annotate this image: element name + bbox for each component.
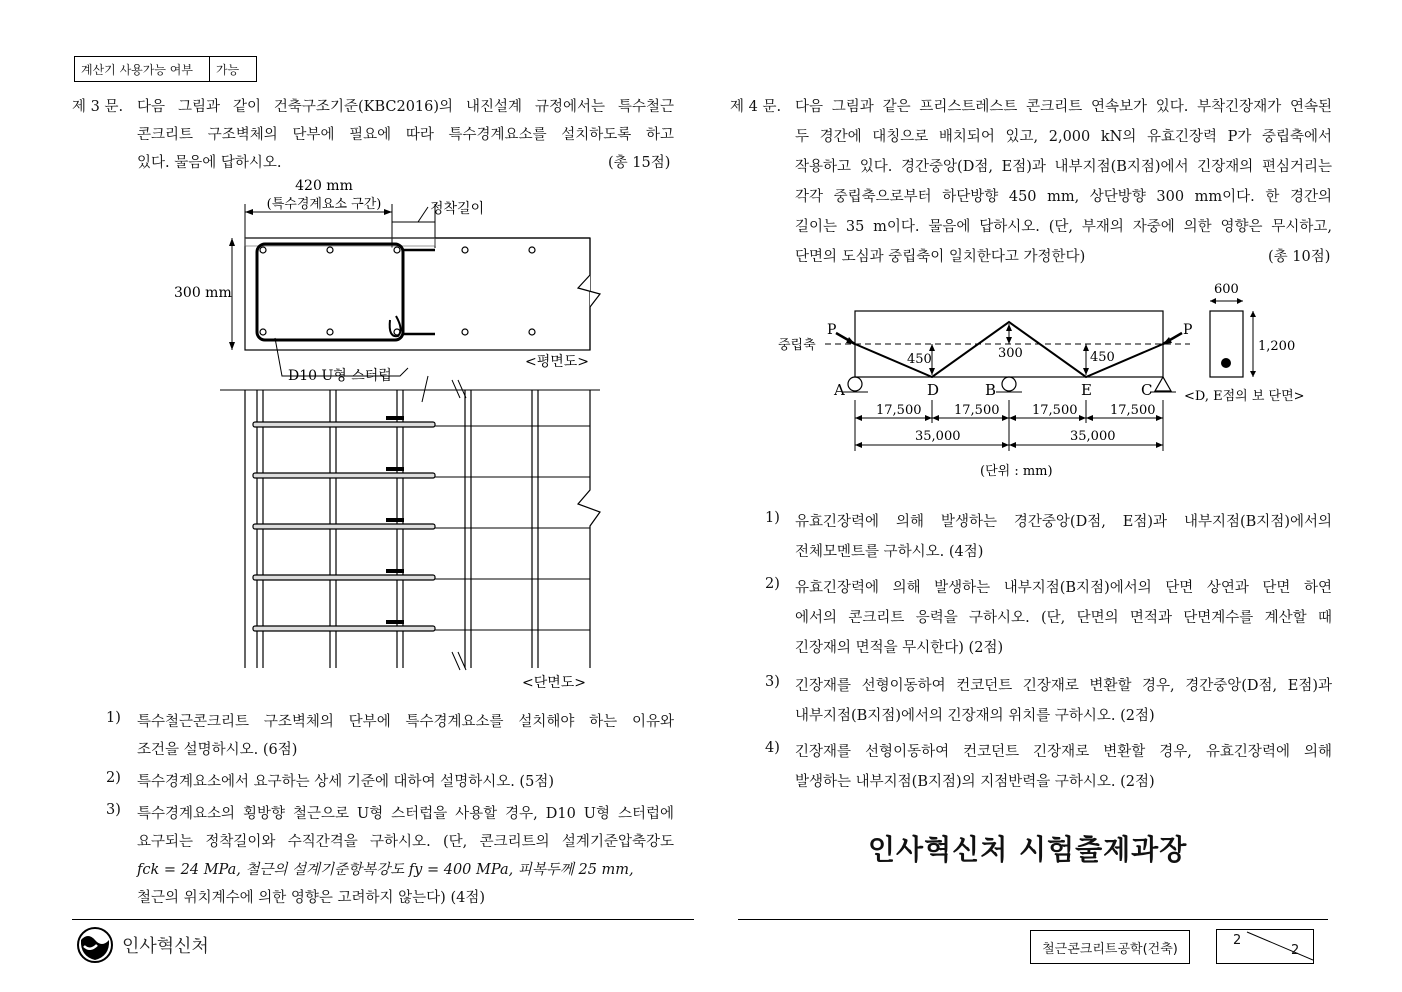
q4-item-4-line-2: 발생하는 내부지점(B지점)의 지점반력을 구하시오. (2점) <box>795 774 1155 790</box>
span-half-1: 17,500 <box>876 403 922 418</box>
q4-item-2-num: 2) <box>765 576 780 592</box>
calc-label: 계산기 사용가능 여부 <box>75 57 210 81</box>
neutral-axis-label: 중립축 <box>778 338 816 353</box>
unit-label: (단위 : mm) <box>980 464 1053 479</box>
q4-line-4: 각각 중립축으로부터 하단방향 450 mm, 상단방향 300 mm이다. 한 경간의 <box>795 189 1332 205</box>
q3-item-3-num: 3) <box>106 802 121 818</box>
e450-right: 450 <box>1090 350 1115 365</box>
exam-office-stamp: 인사혁신처 시험출제과장 <box>868 833 1188 866</box>
q4-item-4-line-1: 긴장재를 선형이동하여 컨코던트 긴장재로 변환할 경우, 유효긴장력에 의해 <box>795 744 1332 760</box>
q4-item-3-num: 3) <box>765 674 780 690</box>
e450-left: 450 <box>907 352 932 367</box>
q4-item-2-line-2: 에서의 콘크리트 응력을 구하시오. (단, 단면의 면적과 단면계수를 계산할 때 <box>795 610 1332 626</box>
span-full-1: 35,000 <box>915 429 961 444</box>
q4-line-5: 길이는 35 m이다. 물음에 답하시오. (단, 부재의 자중에 의한 영향은 무시하고, <box>795 219 1332 235</box>
q4-line-1: 다음 그림과 같은 프리스트레스트 콘크리트 연속보가 있다. 부착긴장재가 연속된 <box>795 99 1332 115</box>
dim-420-label: 420 mm <box>295 178 353 194</box>
page-number-box <box>1216 929 1314 964</box>
q3-line-1: 다음 그림과 같이 건축구조기준(KBC2016)의 내진설계 규정에서는 특수철근 <box>137 99 674 115</box>
q3-item-3-line-2: 요구되는 정착길이와 수직간격을 구하시오. (단, 콘크리트의 설계기준압축강도 <box>137 834 674 850</box>
page-current: 2 <box>1233 933 1242 948</box>
q4-line-6: 단면의 도심과 중립축이 일치한다고 가정한다) <box>795 249 1086 265</box>
q4-item-1-line-1: 유효긴장력에 의해 발생하는 경간중앙(D점, E점)과 내부지점(B지점)에서의 <box>795 514 1332 530</box>
subject-box <box>1030 930 1190 964</box>
q3-item-3-line-4: 철근의 위치계수에 의한 영향은 고려하지 않는다) (4점) <box>137 890 485 906</box>
logo-text: 인사혁신처 <box>122 936 209 957</box>
span-half-4: 17,500 <box>1110 403 1156 418</box>
footer-logo <box>76 926 209 964</box>
taegeuk-logo-icon <box>76 926 114 964</box>
q3-line-2: 콘크리트 구조벽체의 단부에 필요에 따라 특수경계요소를 설치하도록 하고 <box>137 127 674 143</box>
q3-line-3: 있다. 물음에 답하시오. <box>137 155 282 171</box>
q3-figure <box>160 170 610 695</box>
q4-item-1-line-2: 전체모멘트를 구하시오. (4점) <box>795 544 984 560</box>
q3-item-1-line-1: 특수철근콘크리트 구조벽체의 단부에 특수경계요소를 설치해야 하는 이유와 <box>137 714 674 730</box>
stirrup-label: D10 U형 스터럽 <box>288 368 392 384</box>
q3-item-2-line-1: 특수경계요소에서 요구하는 상세 기준에 대하여 설명하시오. (5점) <box>137 774 554 790</box>
section-height: 1,200 <box>1258 339 1296 354</box>
q4-item-2-line-1: 유효긴장력에 의해 발생하는 내부지점(B지점)에서의 단면 상연과 단면 하연 <box>795 580 1332 596</box>
calc-value: 가능 <box>216 62 240 77</box>
footer-rule-left <box>72 919 694 920</box>
q3-item-2-num: 2) <box>106 770 121 786</box>
span-half-2: 17,500 <box>954 403 1000 418</box>
section-caption: <단면도> <box>522 675 587 691</box>
e300: 300 <box>998 346 1023 361</box>
q3-points: (총 15점) <box>608 155 671 171</box>
q4-line-3: 작용하고 있다. 경간중앙(D점, E점)과 내부지점(B지점)에서 긴장재의 편심거리는 <box>795 159 1332 175</box>
q4-line-2: 두 경간에 대칭으로 배치되어 있고, 2,000 kN의 유효긴장력 P가 중립축에서 <box>795 129 1332 145</box>
plan-caption: <평면도> <box>525 354 590 370</box>
anchorage-label: 정착길이 <box>430 201 485 217</box>
zone-label: (특수경계요소 구간) <box>266 197 382 212</box>
q4-item-1-num: 1) <box>765 510 780 526</box>
q4-item-3-line-2: 내부지점(B지점)에서의 긴장재의 위치를 구하시오. (2점) <box>795 708 1155 724</box>
q3-item-3-line-3: fck = 24 MPa, 철근의 설계기준항복강도 fy = 400 MPa, 피복두께 25 mm, <box>137 862 634 878</box>
q4-points: (총 10점) <box>1268 249 1331 265</box>
point-c: C <box>1141 381 1153 399</box>
section-caption-q4: <D, E점의 보 단면> <box>1184 389 1305 404</box>
q4-item-2-line-3: 긴장재의 면적을 무시한다) (2점) <box>795 640 1004 656</box>
point-b: B <box>985 381 997 399</box>
q4-figure <box>770 275 1340 490</box>
q4-item-3-line-1: 긴장재를 선형이동하여 컨코던트 긴장재로 변환할 경우, 경간중앙(D점, E점)과 <box>795 678 1332 694</box>
span-half-3: 17,500 <box>1032 403 1078 418</box>
q4-number: 제 4 문. <box>730 99 782 115</box>
q3-item-1-num: 1) <box>106 710 121 726</box>
p-left: P <box>827 322 837 338</box>
subject-label: 철근콘크리트공학(건축) <box>1042 941 1178 957</box>
calculator-usage-box <box>74 56 257 82</box>
point-e: E <box>1081 381 1092 399</box>
q3-item-3-line-1: 특수경계요소의 횡방향 철근으로 U형 스터럽을 사용할 경우, D10 U형 스터럽에 <box>137 806 674 822</box>
page-total: 2 <box>1291 943 1300 958</box>
q4-item-4-num: 4) <box>765 740 780 756</box>
dim-300-label: 300 mm <box>174 285 232 301</box>
q3-number: 제 3 문. <box>72 99 124 115</box>
point-d: D <box>927 381 940 399</box>
point-a: A <box>834 381 845 399</box>
q3-item-1-line-2: 조건을 설명하시오. (6점) <box>137 742 298 758</box>
section-width: 600 <box>1214 282 1239 297</box>
footer-rule-right <box>738 919 1328 920</box>
p-right: P <box>1183 322 1193 338</box>
span-full-2: 35,000 <box>1070 429 1116 444</box>
